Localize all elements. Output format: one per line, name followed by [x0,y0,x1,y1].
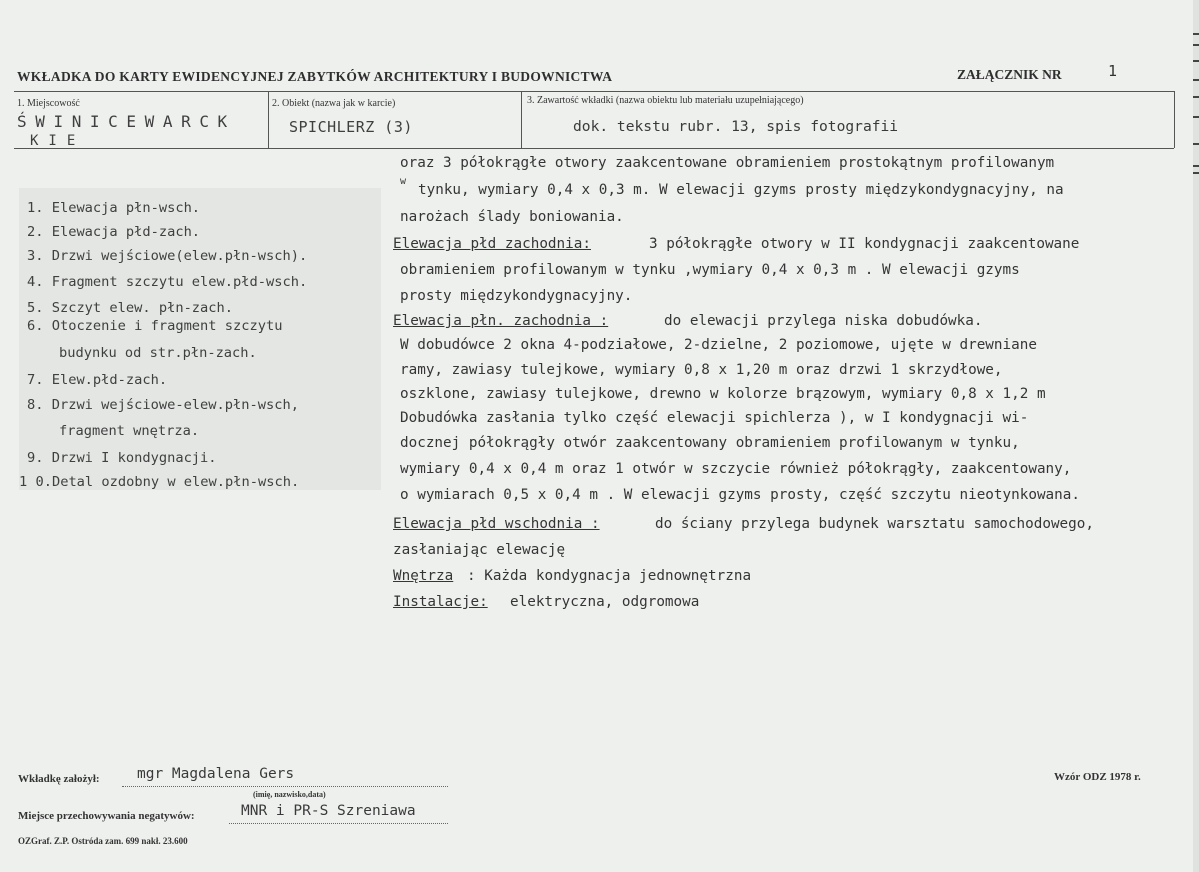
text-line: docznej półokrągły otwór zaakcentowany obramieniem profilowanym w tynku, [400,435,1020,451]
text-line: ramy, zawiasy tulejkowe, wymiary 0,8 x 1,20 m oraz drzwi 1 skrzydłowe, [400,362,1003,378]
contents-value: dok. tekstu rubr. 13, spis fotografii [573,118,899,135]
photo-list-item: 9. Drzwi I kondygnacji. [27,450,217,466]
edge-mark [1193,172,1199,174]
storage-label: Miejsce przechowywania negatywów: [18,810,195,822]
text-line: o wymiarach 0,5 x 0,4 m . W elewacji gzyms prosty, część szczytu nieotynkowana. [400,487,1080,503]
text-line: narożach ślady boniowania. [400,209,624,225]
header-rule [14,91,1174,92]
text-line: w [400,176,407,187]
photo-list-item: budynku od str.płn-zach. [59,345,257,361]
storage-dotline [229,823,448,824]
storage-value: MNR i PR-S Szreniawa [241,803,416,819]
founder-value: mgr Magdalena Gers [137,766,295,782]
field-divider-2 [521,91,522,148]
edge-mark [1193,79,1199,81]
text-line: elektryczna, odgromowa [510,594,700,610]
edge-mark [1193,165,1199,167]
text-line: 3 półokrągłe otwory w II kondygnacji zaakcentowane [649,236,1080,252]
photo-list-item: 5. Szczyt elew. płn-zach. [27,300,234,316]
card-edge [1193,0,1199,872]
text-line: wymiary 0,4 x 0,4 m oraz 1 otwór w szczycie również półokrągły, zaakcentowany, [400,461,1072,477]
text-line: oszklone, zawiasy tulejkowe, drewno w kolorze brązowym, wymiary 0,8 x 1,2 m [400,386,1046,402]
object-value: SPICHLERZ (3) [289,118,413,136]
printer-info: OZGraf. Z.P. Ostróda zam. 699 nakł. 23.600 [18,836,188,846]
photo-list-item: 7. Elew.płd-zach. [27,372,168,388]
text-line: W dobudówce 2 okna 4-podziałowe, 2-dzielne, 2 poziomowe, ujęte w drewniane [400,337,1037,353]
founder-hint: (imię, nazwisko,data) [253,790,326,799]
text-line: Dobudówka zasłania tylko część elewacji spichlerza ), w I kondygnacji wi- [400,410,1029,426]
photo-list-item: fragment wnętrza. [59,423,200,439]
template-id: Wzór ODZ 1978 r. [1054,771,1141,783]
edge-mark [1193,116,1199,118]
founder-label: Wkładkę założył: [18,773,100,785]
card-title: WKŁADKA DO KARTY EWIDENCYJNEJ ZABYTKÓW ARCHITEKTURY I BUDOWNICTWA [17,69,613,84]
edge-mark [1193,33,1199,35]
field-2-label: 2. Obiekt (nazwa jak w karcie) [272,98,396,109]
photo-list-panel [19,188,381,490]
founder-dotline [122,786,448,787]
field-divider-1 [268,91,269,148]
photo-list-item: 8. Drzwi wejściowe-elew.płn-wsch, [27,397,299,413]
edge-mark [1193,96,1199,98]
photo-list-item: 2. Elewacja płd-zach. [27,224,201,240]
edge-mark [1193,44,1199,46]
section-heading: Instalacje: [393,594,488,610]
text-line: tynku, wymiary 0,4 x 0,3 m. W elewacji gzyms prosty międzykondygnacyjny, na [418,182,1064,198]
field-3-label: 3. Zawartość wkładki (nazwa obiektu lub materiału uzupełniającego) [527,95,804,106]
text-line: : Każda kondygnacja jednownętrzna [467,568,752,584]
section-heading: Elewacja płd zachodnia: [393,236,591,252]
text-line: do ściany przylega budynek warsztatu samochodowego, [655,516,1094,532]
photo-list-item: 4. Fragment szczytu elew.płd-wsch. [27,274,308,290]
section-heading: Elewacja płd wschodnia : [393,516,600,532]
text-line: prosty międzykondygnacyjny. [400,288,633,304]
text-line: obramieniem profilowanym w tynku ,wymiary 0,4 x 0,3 m . W elewacji gzyms [400,262,1020,278]
field-1-label: 1. Miejscowość [17,98,80,109]
locality-value-cont: KIE [30,133,86,149]
section-heading: Wnętrza [393,568,454,584]
section-heading: Elewacja płn. zachodnia : [393,313,609,329]
photo-list-item: 1. Elewacja płn-wsch. [27,200,201,216]
text-line: oraz 3 półokrągłe otwory zaakcentowane obramieniem prostokątnym profilowanym [400,155,1055,171]
fields-rule [14,148,1174,149]
photo-list-item: 6. Otoczenie i fragment szczytu [27,318,283,334]
edge-mark [1193,143,1199,145]
attachment-number: 1 [1108,62,1118,80]
edge-mark [1193,60,1199,62]
text-line: do elewacji przylega niska dobudówka. [664,313,983,329]
locality-value: ŚWINICEWARCK [17,112,236,131]
attachment-label: ZAŁĄCZNIK NR [957,67,1062,82]
field-divider-3 [1174,91,1175,148]
text-line: zasłaniając elewację [393,542,566,558]
photo-list-item: 3. Drzwi wejściowe(elew.płn-wsch). [27,248,308,264]
photo-list-item: 1 0.Detal ozdobny w elew.płn-wsch. [19,474,300,490]
